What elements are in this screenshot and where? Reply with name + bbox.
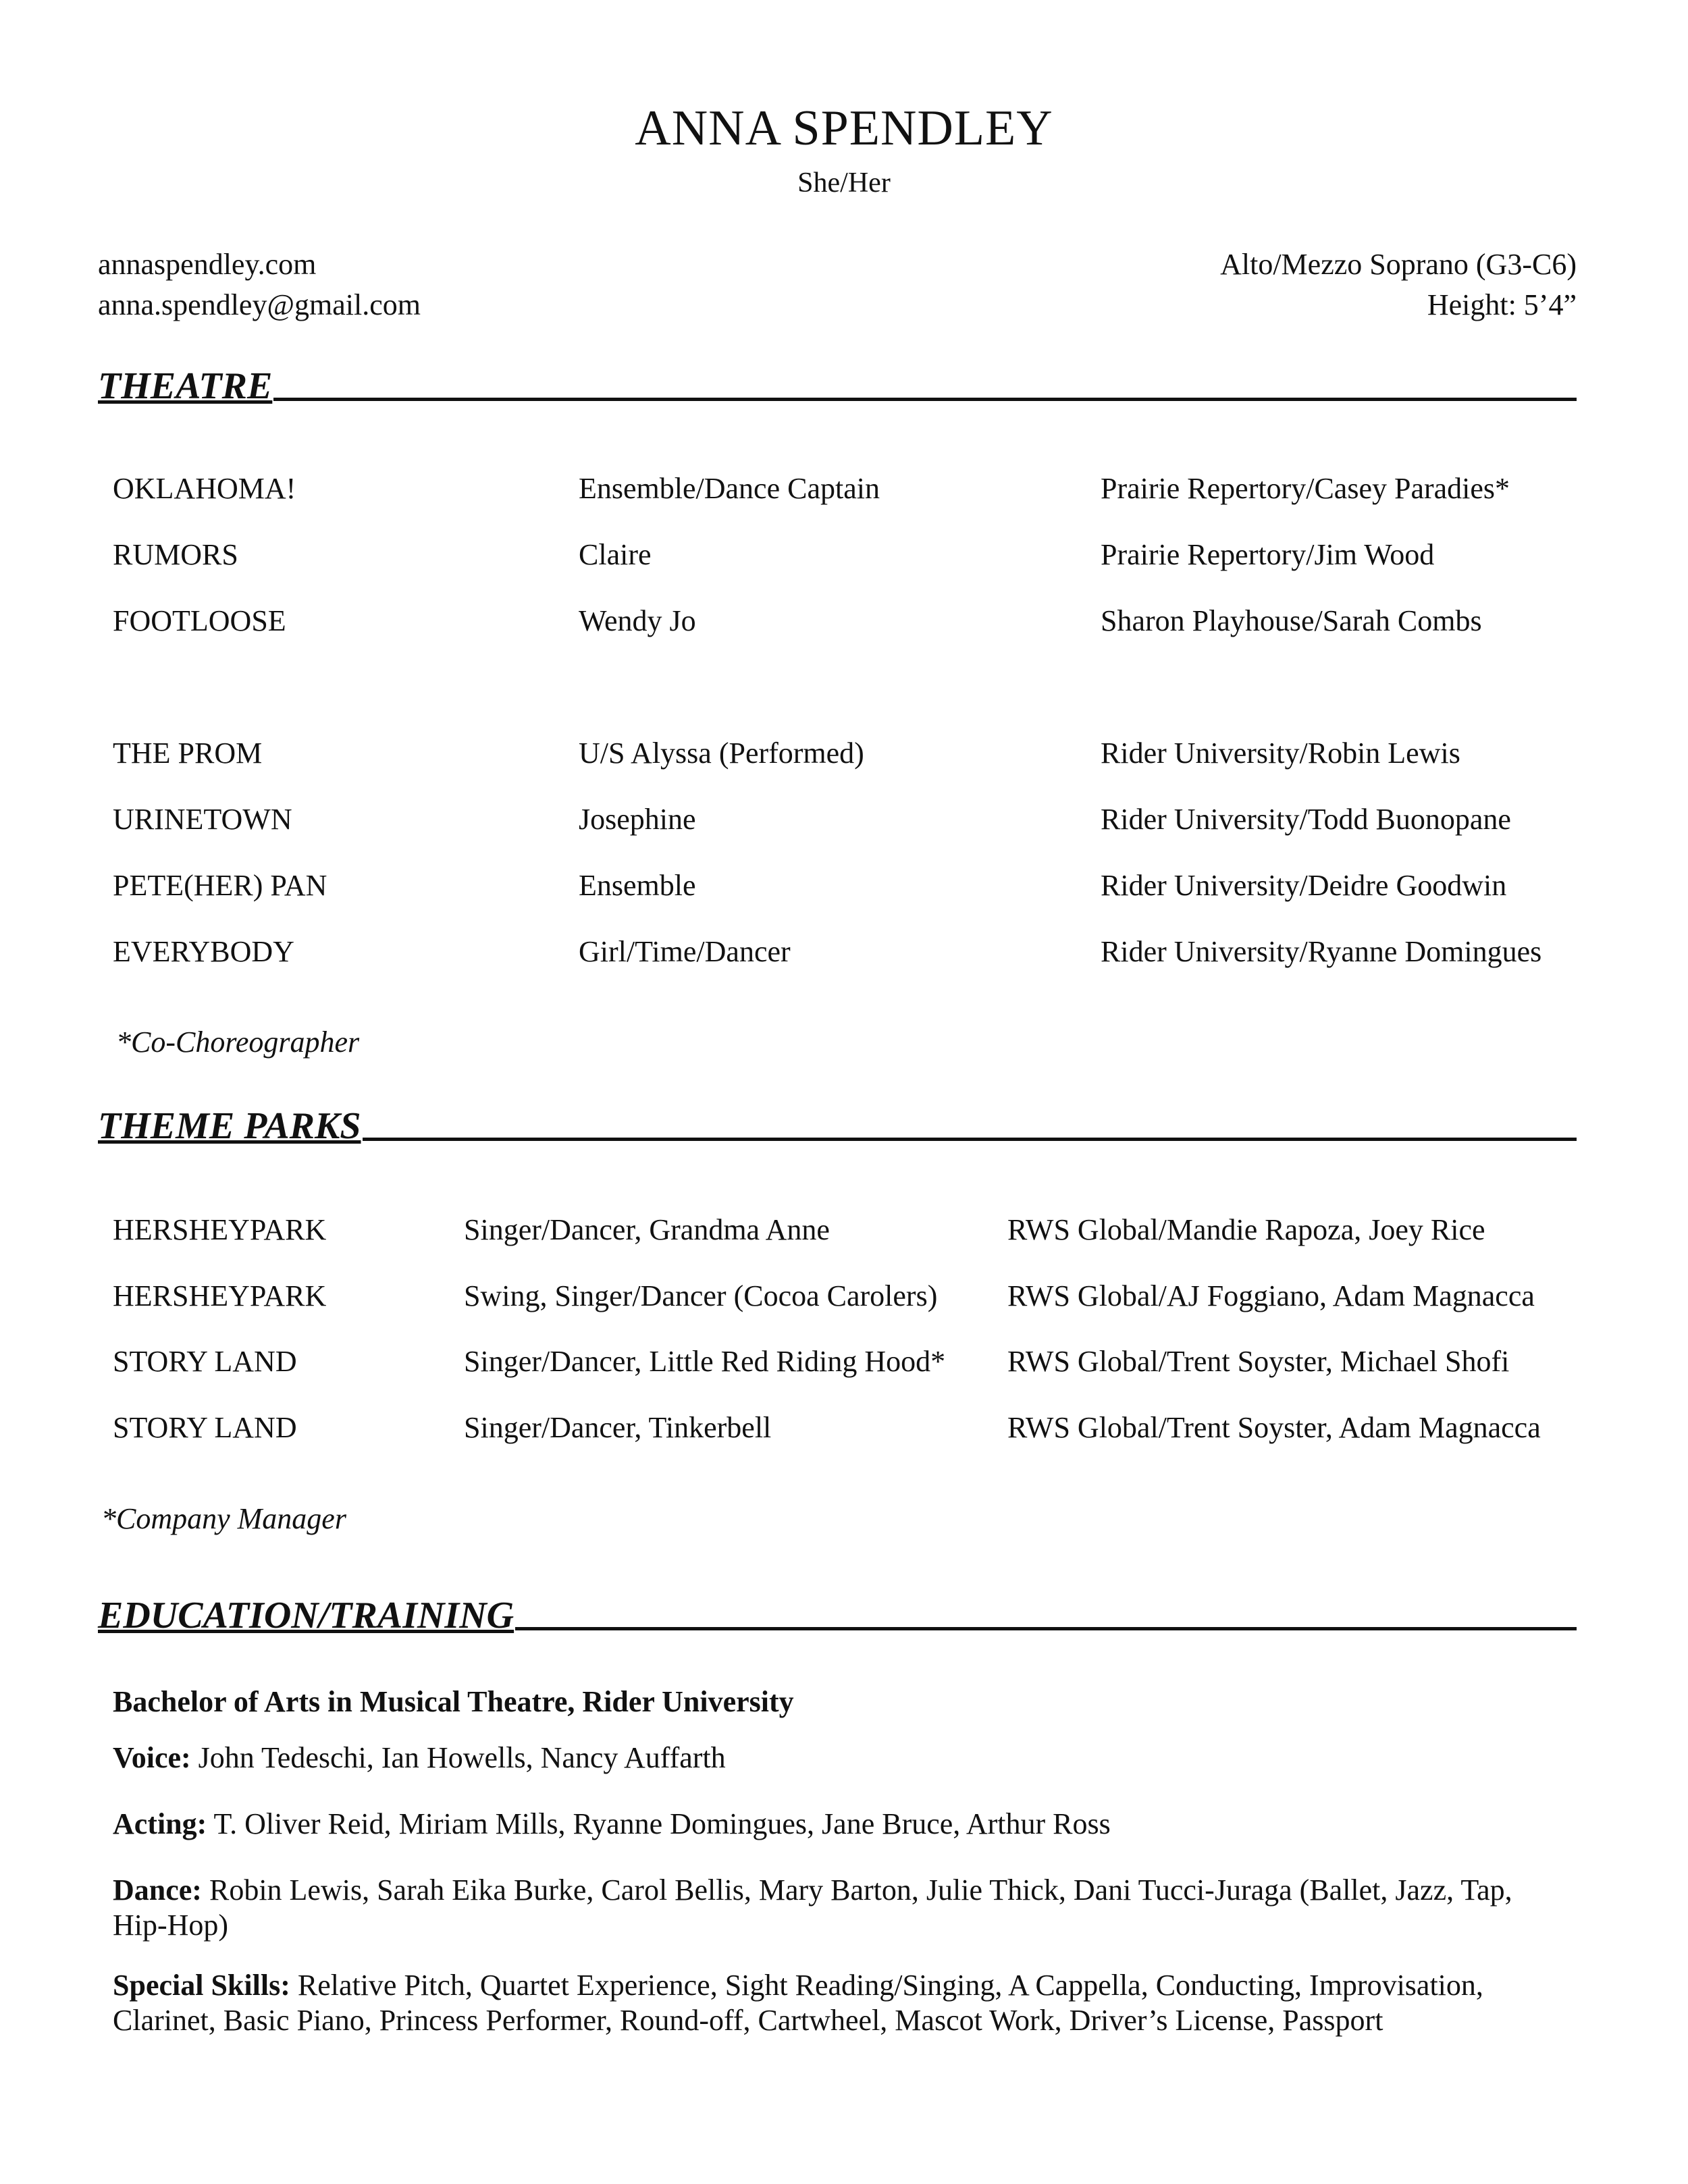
role: Claire (579, 538, 652, 571)
training-dance (113, 1873, 1564, 1943)
voice-type: Alto/Mezzo Soprano (G3-C6) (1220, 248, 1577, 281)
show-title: OKLAHOMA! (113, 472, 296, 505)
education-heading-text: EDUCATION/TRAINING (98, 1595, 515, 1636)
role: U/S Alyssa (Performed) (579, 737, 864, 770)
degree-text: Bachelor of Arts in Musical Theatre, Rider University (113, 1685, 794, 1718)
company-director: Rider University/Robin Lewis (1101, 737, 1460, 770)
training-teachers: T. Oliver Reid, Miriam Mills, Ryanne Domingues, Jane Bruce, Arthur Ross (207, 1807, 1111, 1840)
show-title: RUMORS (113, 538, 238, 571)
training-label: Dance: (113, 1873, 202, 1907)
training-acting (113, 1807, 1564, 1842)
park: HERSHEYPARK (113, 1213, 327, 1246)
role: Swing, Singer/Dancer (Cocoa Carolers) (464, 1279, 938, 1312)
section-heading-education (98, 1594, 1577, 1637)
role: Josephine (579, 803, 696, 836)
show-title: PETE(HER) PAN (113, 869, 327, 902)
show-title: URINETOWN (113, 803, 292, 836)
park: STORY LAND (113, 1411, 297, 1444)
role: Ensemble (579, 869, 696, 902)
park: HERSHEYPARK (113, 1279, 327, 1312)
park: STORY LAND (113, 1345, 297, 1378)
role: Ensemble/Dance Captain (579, 472, 880, 505)
company-director: RWS Global/AJ Foggiano, Adam Magnacca (1007, 1279, 1535, 1312)
role: Singer/Dancer, Little Red Riding Hood* (464, 1345, 946, 1378)
resume-name: ANNA SPENDLEY (635, 101, 1053, 156)
training-voice (113, 1740, 1564, 1776)
pronouns: She/Her (797, 167, 891, 198)
company-director: Rider University/Deidre Goodwin (1101, 869, 1507, 902)
email-link[interactable]: anna.spendley@gmail.com (98, 288, 421, 321)
height: Height: 5’4” (1427, 288, 1577, 321)
company-director: Sharon Playhouse/Sarah Combs (1101, 604, 1482, 637)
website-link[interactable]: annaspendley.com (98, 248, 317, 281)
skills-list: Relative Pitch, Quartet Experience, Sight Reading/Singing, A Cappella, Conducting, Improvisation, Clarinet, Basic Piano, Princess Performer, Round-off, Cartwheel, Mascot Work, Driver’s License, Passport (113, 1969, 1483, 2037)
show-title: THE PROM (113, 737, 263, 770)
theatre-footnote: *Co-Choreographer (116, 1026, 360, 1059)
contact-right (1220, 244, 1577, 325)
company-director: RWS Global/Trent Soyster, Adam Magnacca (1007, 1411, 1541, 1444)
company-director: Prairie Repertory/Casey Paradies* (1101, 472, 1510, 505)
section-heading-theme-parks (98, 1104, 1577, 1148)
theme-parks-heading-text: THEME PARKS (98, 1105, 361, 1147)
show-title: EVERYBODY (113, 935, 294, 968)
theme-parks-footnote: *Company Manager (101, 1502, 346, 1535)
theatre-heading-text: THEATRE (98, 365, 273, 407)
company-director: Rider University/Todd Buonopane (1101, 803, 1511, 836)
role: Singer/Dancer, Grandma Anne (464, 1213, 830, 1246)
special-skills (113, 1968, 1564, 2038)
role: Girl/Time/Dancer (579, 935, 791, 968)
section-heading-theatre (98, 365, 1577, 408)
skills-label: Special Skills: (113, 1969, 290, 2002)
training-teachers: John Tedeschi, Ian Howells, Nancy Auffarth (190, 1741, 726, 1774)
training-label: Acting: (113, 1807, 207, 1840)
company-director: RWS Global/Trent Soyster, Michael Shofi (1007, 1345, 1510, 1378)
role: Wendy Jo (579, 604, 696, 637)
contact-left (98, 244, 421, 325)
degree (113, 1684, 1564, 1720)
show-title: FOOTLOOSE (113, 604, 286, 637)
company-director: Prairie Repertory/Jim Wood (1101, 538, 1435, 571)
training-label: Voice: (113, 1741, 191, 1774)
role: Singer/Dancer, Tinkerbell (464, 1411, 772, 1444)
company-director: RWS Global/Mandie Rapoza, Joey Rice (1007, 1213, 1485, 1246)
training-teachers: Robin Lewis, Sarah Eika Burke, Carol Bellis, Mary Barton, Julie Thick, Dani Tucci-Juraga (Ballet, Jazz, Tap, Hip-Hop) (113, 1873, 1512, 1942)
company-director: Rider University/Ryanne Domingues (1101, 935, 1542, 968)
